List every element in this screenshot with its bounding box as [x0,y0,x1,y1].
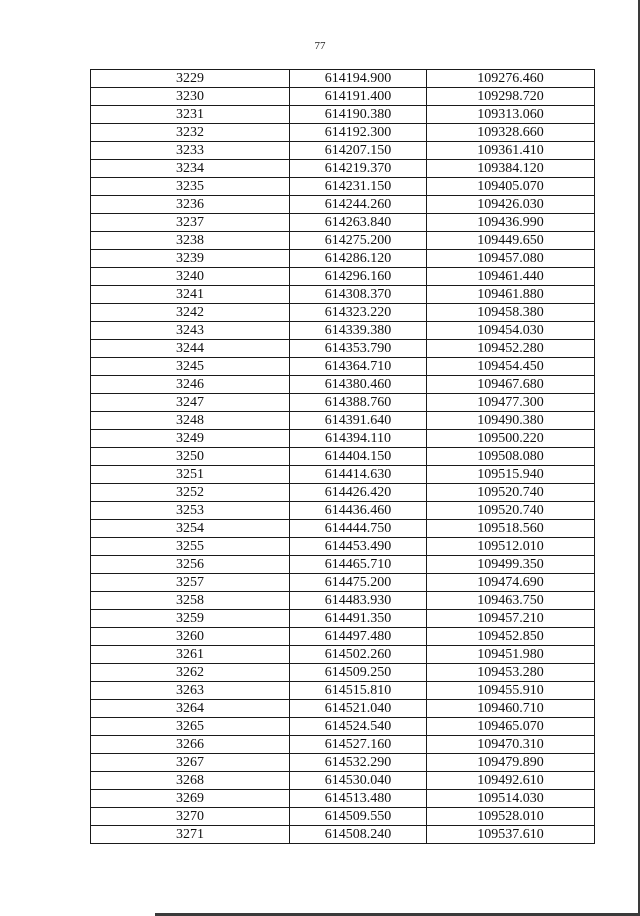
x-coordinate-cell: 614353.790 [290,340,427,358]
table-row [91,412,595,430]
point-number-cell: 3240 [91,268,290,286]
table-row [91,592,595,610]
point-number-cell: 3259 [91,610,290,628]
table-row [91,682,595,700]
coordinates-table [90,69,595,844]
x-coordinate-cell: 614532.290 [290,754,427,772]
point-number-cell: 3268 [91,772,290,790]
table-row [91,574,595,592]
x-coordinate-cell: 614491.350 [290,610,427,628]
y-coordinate-cell: 109474.690 [427,574,595,592]
x-coordinate-cell: 614391.640 [290,412,427,430]
y-coordinate-cell: 109276.460 [427,70,595,88]
y-coordinate-cell: 109518.560 [427,520,595,538]
y-coordinate-cell: 109451.980 [427,646,595,664]
x-coordinate-cell: 614465.710 [290,556,427,574]
table-row [91,394,595,412]
point-number-cell: 3246 [91,376,290,394]
point-number-cell: 3266 [91,736,290,754]
table-row [91,88,595,106]
table-row [91,664,595,682]
point-number-cell: 3234 [91,160,290,178]
x-coordinate-cell: 614527.160 [290,736,427,754]
point-number-cell: 3267 [91,754,290,772]
y-coordinate-cell: 109520.740 [427,484,595,502]
x-coordinate-cell: 614404.150 [290,448,427,466]
y-coordinate-cell: 109537.610 [427,826,595,844]
table-row [91,718,595,736]
y-coordinate-cell: 109463.750 [427,592,595,610]
x-coordinate-cell: 614453.490 [290,538,427,556]
point-number-cell: 3250 [91,448,290,466]
table-row [91,628,595,646]
table-row [91,448,595,466]
x-coordinate-cell: 614191.400 [290,88,427,106]
table-row [91,304,595,322]
y-coordinate-cell: 109470.310 [427,736,595,754]
point-number-cell: 3264 [91,700,290,718]
table-row [91,124,595,142]
table-row [91,484,595,502]
x-coordinate-cell: 614388.760 [290,394,427,412]
point-number-cell: 3232 [91,124,290,142]
x-coordinate-cell: 614508.240 [290,826,427,844]
point-number-cell: 3230 [91,88,290,106]
x-coordinate-cell: 614207.150 [290,142,427,160]
table-row [91,772,595,790]
point-number-cell: 3236 [91,196,290,214]
point-number-cell: 3245 [91,358,290,376]
y-coordinate-cell: 109455.910 [427,682,595,700]
point-number-cell: 3254 [91,520,290,538]
point-number-cell: 3265 [91,718,290,736]
x-coordinate-cell: 614502.260 [290,646,427,664]
y-coordinate-cell: 109499.350 [427,556,595,574]
x-coordinate-cell: 614475.200 [290,574,427,592]
x-coordinate-cell: 614190.380 [290,106,427,124]
point-number-cell: 3242 [91,304,290,322]
point-number-cell: 3263 [91,682,290,700]
x-coordinate-cell: 614509.250 [290,664,427,682]
y-coordinate-cell: 109436.990 [427,214,595,232]
y-coordinate-cell: 109467.680 [427,376,595,394]
x-coordinate-cell: 614219.370 [290,160,427,178]
x-coordinate-cell: 614444.750 [290,520,427,538]
y-coordinate-cell: 109449.650 [427,232,595,250]
x-coordinate-cell: 614497.480 [290,628,427,646]
table-row [91,340,595,358]
x-coordinate-cell: 614521.040 [290,700,427,718]
y-coordinate-cell: 109515.940 [427,466,595,484]
table-row [91,106,595,124]
table-row [91,232,595,250]
y-coordinate-cell: 109490.380 [427,412,595,430]
y-coordinate-cell: 109454.450 [427,358,595,376]
table-row [91,826,595,844]
y-coordinate-cell: 109452.850 [427,628,595,646]
table-row [91,754,595,772]
x-coordinate-cell: 614515.810 [290,682,427,700]
point-number-cell: 3261 [91,646,290,664]
table-row [91,196,595,214]
x-coordinate-cell: 614524.540 [290,718,427,736]
x-coordinate-cell: 614509.550 [290,808,427,826]
point-number-cell: 3239 [91,250,290,268]
table-row [91,214,595,232]
coordinates-table-body [91,70,595,844]
x-coordinate-cell: 614244.260 [290,196,427,214]
table-row [91,700,595,718]
y-coordinate-cell: 109405.070 [427,178,595,196]
point-number-cell: 3233 [91,142,290,160]
y-coordinate-cell: 109453.280 [427,664,595,682]
x-coordinate-cell: 614426.420 [290,484,427,502]
x-coordinate-cell: 614263.840 [290,214,427,232]
y-coordinate-cell: 109479.890 [427,754,595,772]
point-number-cell: 3244 [91,340,290,358]
y-coordinate-cell: 109528.010 [427,808,595,826]
table-row [91,142,595,160]
point-number-cell: 3270 [91,808,290,826]
point-number-cell: 3256 [91,556,290,574]
point-number-cell: 3248 [91,412,290,430]
point-number-cell: 3262 [91,664,290,682]
point-number-cell: 3251 [91,466,290,484]
x-coordinate-cell: 614323.220 [290,304,427,322]
table-row [91,646,595,664]
point-number-cell: 3271 [91,826,290,844]
point-number-cell: 3258 [91,592,290,610]
point-number-cell: 3269 [91,790,290,808]
y-coordinate-cell: 109520.740 [427,502,595,520]
table-row [91,322,595,340]
x-coordinate-cell: 614414.630 [290,466,427,484]
x-coordinate-cell: 614231.150 [290,178,427,196]
y-coordinate-cell: 109461.440 [427,268,595,286]
x-coordinate-cell: 614364.710 [290,358,427,376]
point-number-cell: 3257 [91,574,290,592]
point-number-cell: 3235 [91,178,290,196]
table-row [91,520,595,538]
y-coordinate-cell: 109500.220 [427,430,595,448]
x-coordinate-cell: 614339.380 [290,322,427,340]
x-coordinate-cell: 614194.900 [290,70,427,88]
point-number-cell: 3243 [91,322,290,340]
y-coordinate-cell: 109461.880 [427,286,595,304]
table-row [91,736,595,754]
x-coordinate-cell: 614296.160 [290,268,427,286]
y-coordinate-cell: 109457.210 [427,610,595,628]
x-coordinate-cell: 614380.460 [290,376,427,394]
y-coordinate-cell: 109514.030 [427,790,595,808]
y-coordinate-cell: 109452.280 [427,340,595,358]
x-coordinate-cell: 614308.370 [290,286,427,304]
y-coordinate-cell: 109477.300 [427,394,595,412]
x-coordinate-cell: 614286.120 [290,250,427,268]
x-coordinate-cell: 614394.110 [290,430,427,448]
y-coordinate-cell: 109512.010 [427,538,595,556]
point-number-cell: 3249 [91,430,290,448]
y-coordinate-cell: 109426.030 [427,196,595,214]
table-row [91,610,595,628]
page-number: 77 [314,40,326,52]
table-row [91,808,595,826]
point-number-cell: 3252 [91,484,290,502]
table-row [91,430,595,448]
y-coordinate-cell: 109460.710 [427,700,595,718]
point-number-cell: 3253 [91,502,290,520]
table-row [91,250,595,268]
y-coordinate-cell: 109313.060 [427,106,595,124]
table-row [91,268,595,286]
table-row [91,70,595,88]
x-coordinate-cell: 614483.930 [290,592,427,610]
y-coordinate-cell: 109298.720 [427,88,595,106]
table-row [91,178,595,196]
x-coordinate-cell: 614530.040 [290,772,427,790]
x-coordinate-cell: 614436.460 [290,502,427,520]
y-coordinate-cell: 109457.080 [427,250,595,268]
x-coordinate-cell: 614513.480 [290,790,427,808]
y-coordinate-cell: 109492.610 [427,772,595,790]
table-row [91,502,595,520]
point-number-cell: 3231 [91,106,290,124]
table-row [91,286,595,304]
table-row [91,466,595,484]
point-number-cell: 3237 [91,214,290,232]
table-row [91,160,595,178]
table-row [91,358,595,376]
table-row [91,556,595,574]
point-number-cell: 3260 [91,628,290,646]
point-number-cell: 3247 [91,394,290,412]
y-coordinate-cell: 109454.030 [427,322,595,340]
x-coordinate-cell: 614192.300 [290,124,427,142]
point-number-cell: 3238 [91,232,290,250]
y-coordinate-cell: 109508.080 [427,448,595,466]
point-number-cell: 3229 [91,70,290,88]
y-coordinate-cell: 109458.380 [427,304,595,322]
point-number-cell: 3255 [91,538,290,556]
y-coordinate-cell: 109465.070 [427,718,595,736]
table-row [91,538,595,556]
y-coordinate-cell: 109361.410 [427,142,595,160]
y-coordinate-cell: 109328.660 [427,124,595,142]
point-number-cell: 3241 [91,286,290,304]
table-row [91,376,595,394]
table-row [91,790,595,808]
x-coordinate-cell: 614275.200 [290,232,427,250]
y-coordinate-cell: 109384.120 [427,160,595,178]
